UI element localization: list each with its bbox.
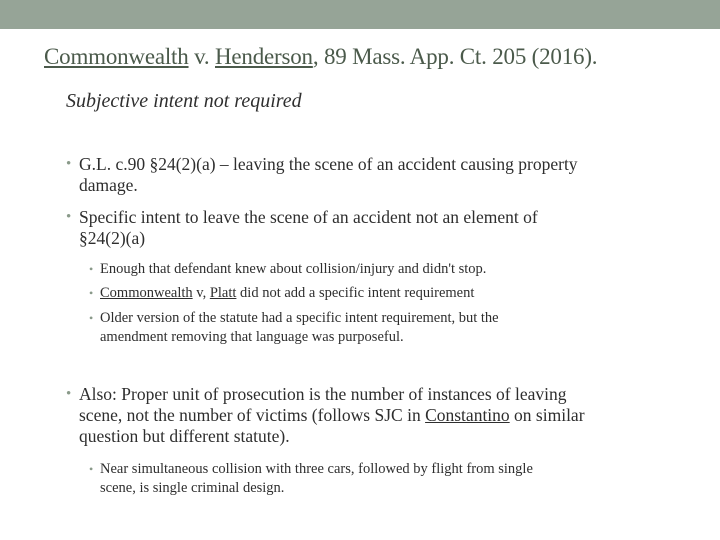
bullet-marker: • [66,209,72,225]
bullet-unit-of-prosecution [66,384,585,447]
bullet-marker: • [66,156,72,172]
slide-subtitle: Subjective intent not required [66,90,302,112]
bullet-text: did not add a specific intent requirement [236,285,475,301]
subbullet-older-version [89,309,499,347]
case-separator: v, [192,285,210,301]
case-name-platt: Platt [209,285,237,301]
bullet-text-line: G.L. c.90 §24(2)(a) – leaving the scene of an accident causing property [79,154,578,174]
case-name-henderson: Henderson [215,44,313,69]
subbullet-knowledge [89,260,487,279]
bullet-marker: • [89,462,94,476]
bullet-text-line: question but different statute). [79,426,290,446]
bullet-marker: • [89,262,94,276]
bullet-text-line: damage. [79,175,138,195]
bullet-marker: • [89,311,94,325]
bullet-marker: • [66,386,72,402]
case-name-commonwealth: Commonwealth [44,44,189,69]
title-citation: , 89 Mass. App. Ct. 205 (2016). [312,44,598,69]
bullet-text-line: scene, is single criminal design. [100,480,285,496]
subbullet-platt [89,284,475,303]
bullet-text-line: amendment removing that language was purposeful. [100,329,404,345]
bullet-text-line: §24(2)(a) [79,228,146,248]
bullet-statute [66,154,578,196]
bullet-text-line: Also: Proper unit of prosecution is the number of instances of leaving [79,384,567,404]
bullet-text-line: Enough that defendant knew about collision/injury and didn't stop. [100,261,487,277]
bullet-specific-intent [66,207,538,249]
bullet-text-line: Near simultaneous collision with three cars, followed by flight from single [100,461,533,477]
case-name-constantino: Constantino [425,405,510,425]
bullet-text: on similar [509,405,585,425]
subbullet-single-design [89,460,533,498]
bullet-text-line: Specific intent to leave the scene of an accident not an element of [79,207,538,227]
case-name-commonwealth: Commonwealth [100,285,193,301]
title-versus: v. [188,44,215,69]
bullet-marker: • [89,286,94,300]
bullet-text: scene, not the number of victims (follows SJC in [79,405,426,425]
bullet-text-line: Older version of the statute had a specific intent requirement, but the [100,310,499,326]
